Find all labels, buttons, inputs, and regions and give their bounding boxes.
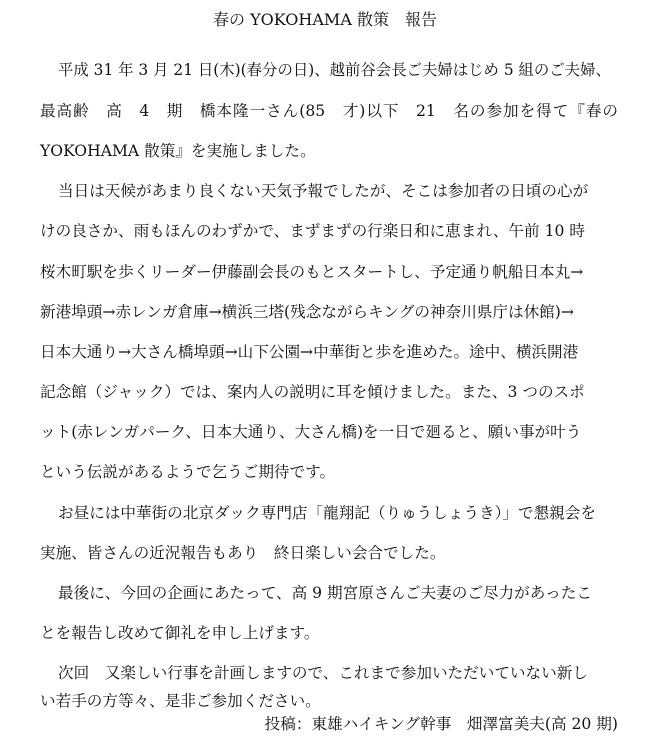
paragraph-2-line-8: という伝説があるようで乞うご期待です。 — [40, 463, 336, 481]
paragraph-3-line-2: 実施、皆さんの近況報告もあり 終日楽しい会合でした。 — [40, 544, 446, 562]
paragraph-2-line-7: ット(赤レンガパーク、日本大通り、大さん橋)を一日で廻ると、願い事が叶う — [40, 423, 582, 441]
paragraph-2-line-6: 記念館（ジャック）では、案内人の説明に耳を傾けました。また、3 つのスポ — [40, 383, 585, 401]
paragraph-3-line-1: お昼には中華街の北京ダック専門店「龍翔記（りゅうしょうき）」で懇親会を — [58, 504, 596, 522]
paragraph-2-line-4: 新港埠頭→赤レンガ倉庫→横浜三塔(残念ながらキングの神奈川県庁は休館)→ — [40, 303, 574, 321]
paragraph-1-line-2: 最高齢 高 4 期 橋本隆一さん(85 才)以下 21 名の参加を得て『春の — [40, 102, 618, 120]
signature: 投稿：東雄ハイキング幹事 畑澤富美夫(高 20 期) — [264, 715, 618, 733]
paragraph-2-line-3: 桜木町駅を歩くリーダー伊藤副会長のもとスタートし、予定通り帆船日本丸→ — [40, 263, 584, 281]
paragraph-2-line-2: けの良さか、雨もほんのわずかで、まずまずの行楽日和に恵まれ、午前 10 時 — [40, 222, 585, 240]
paragraph-1-line-1: 平成 31 年 3 月 21 日(木)(春分の日)、越前谷会長ご夫婦はじめ 5 組のご夫婦、 — [58, 61, 611, 79]
paragraph-4-line-2: とを報告し改めて御礼を申し上げます。 — [40, 624, 320, 642]
paragraph-5-line-1: 次回 又楽しい行事を計画しますので、これまで参加いただいていない新し — [58, 664, 588, 682]
paragraph-4-line-1: 最後に、今回の企画にあたって、高 9 期宮原さんご夫妻のご尽力があったこ — [58, 584, 592, 602]
paragraph-2-line-1: 当日は天候があまり良くない天気予報でしたが、そこは参加者の日頃の心が — [58, 182, 589, 200]
paragraph-2-line-5: 日本大通り→大さん橋埠頭→山下公園→中華街と歩を進めた。途中、横浜開港 — [40, 343, 579, 361]
document-title: 春の YOKOHAMA 散策 報告 — [213, 10, 437, 29]
paragraph-1-line-3: YOKOHAMA 散策』を実施しました。 — [40, 142, 316, 160]
paragraph-5-line-2: い若手の方等々、是非ご参加ください。 — [40, 692, 321, 710]
